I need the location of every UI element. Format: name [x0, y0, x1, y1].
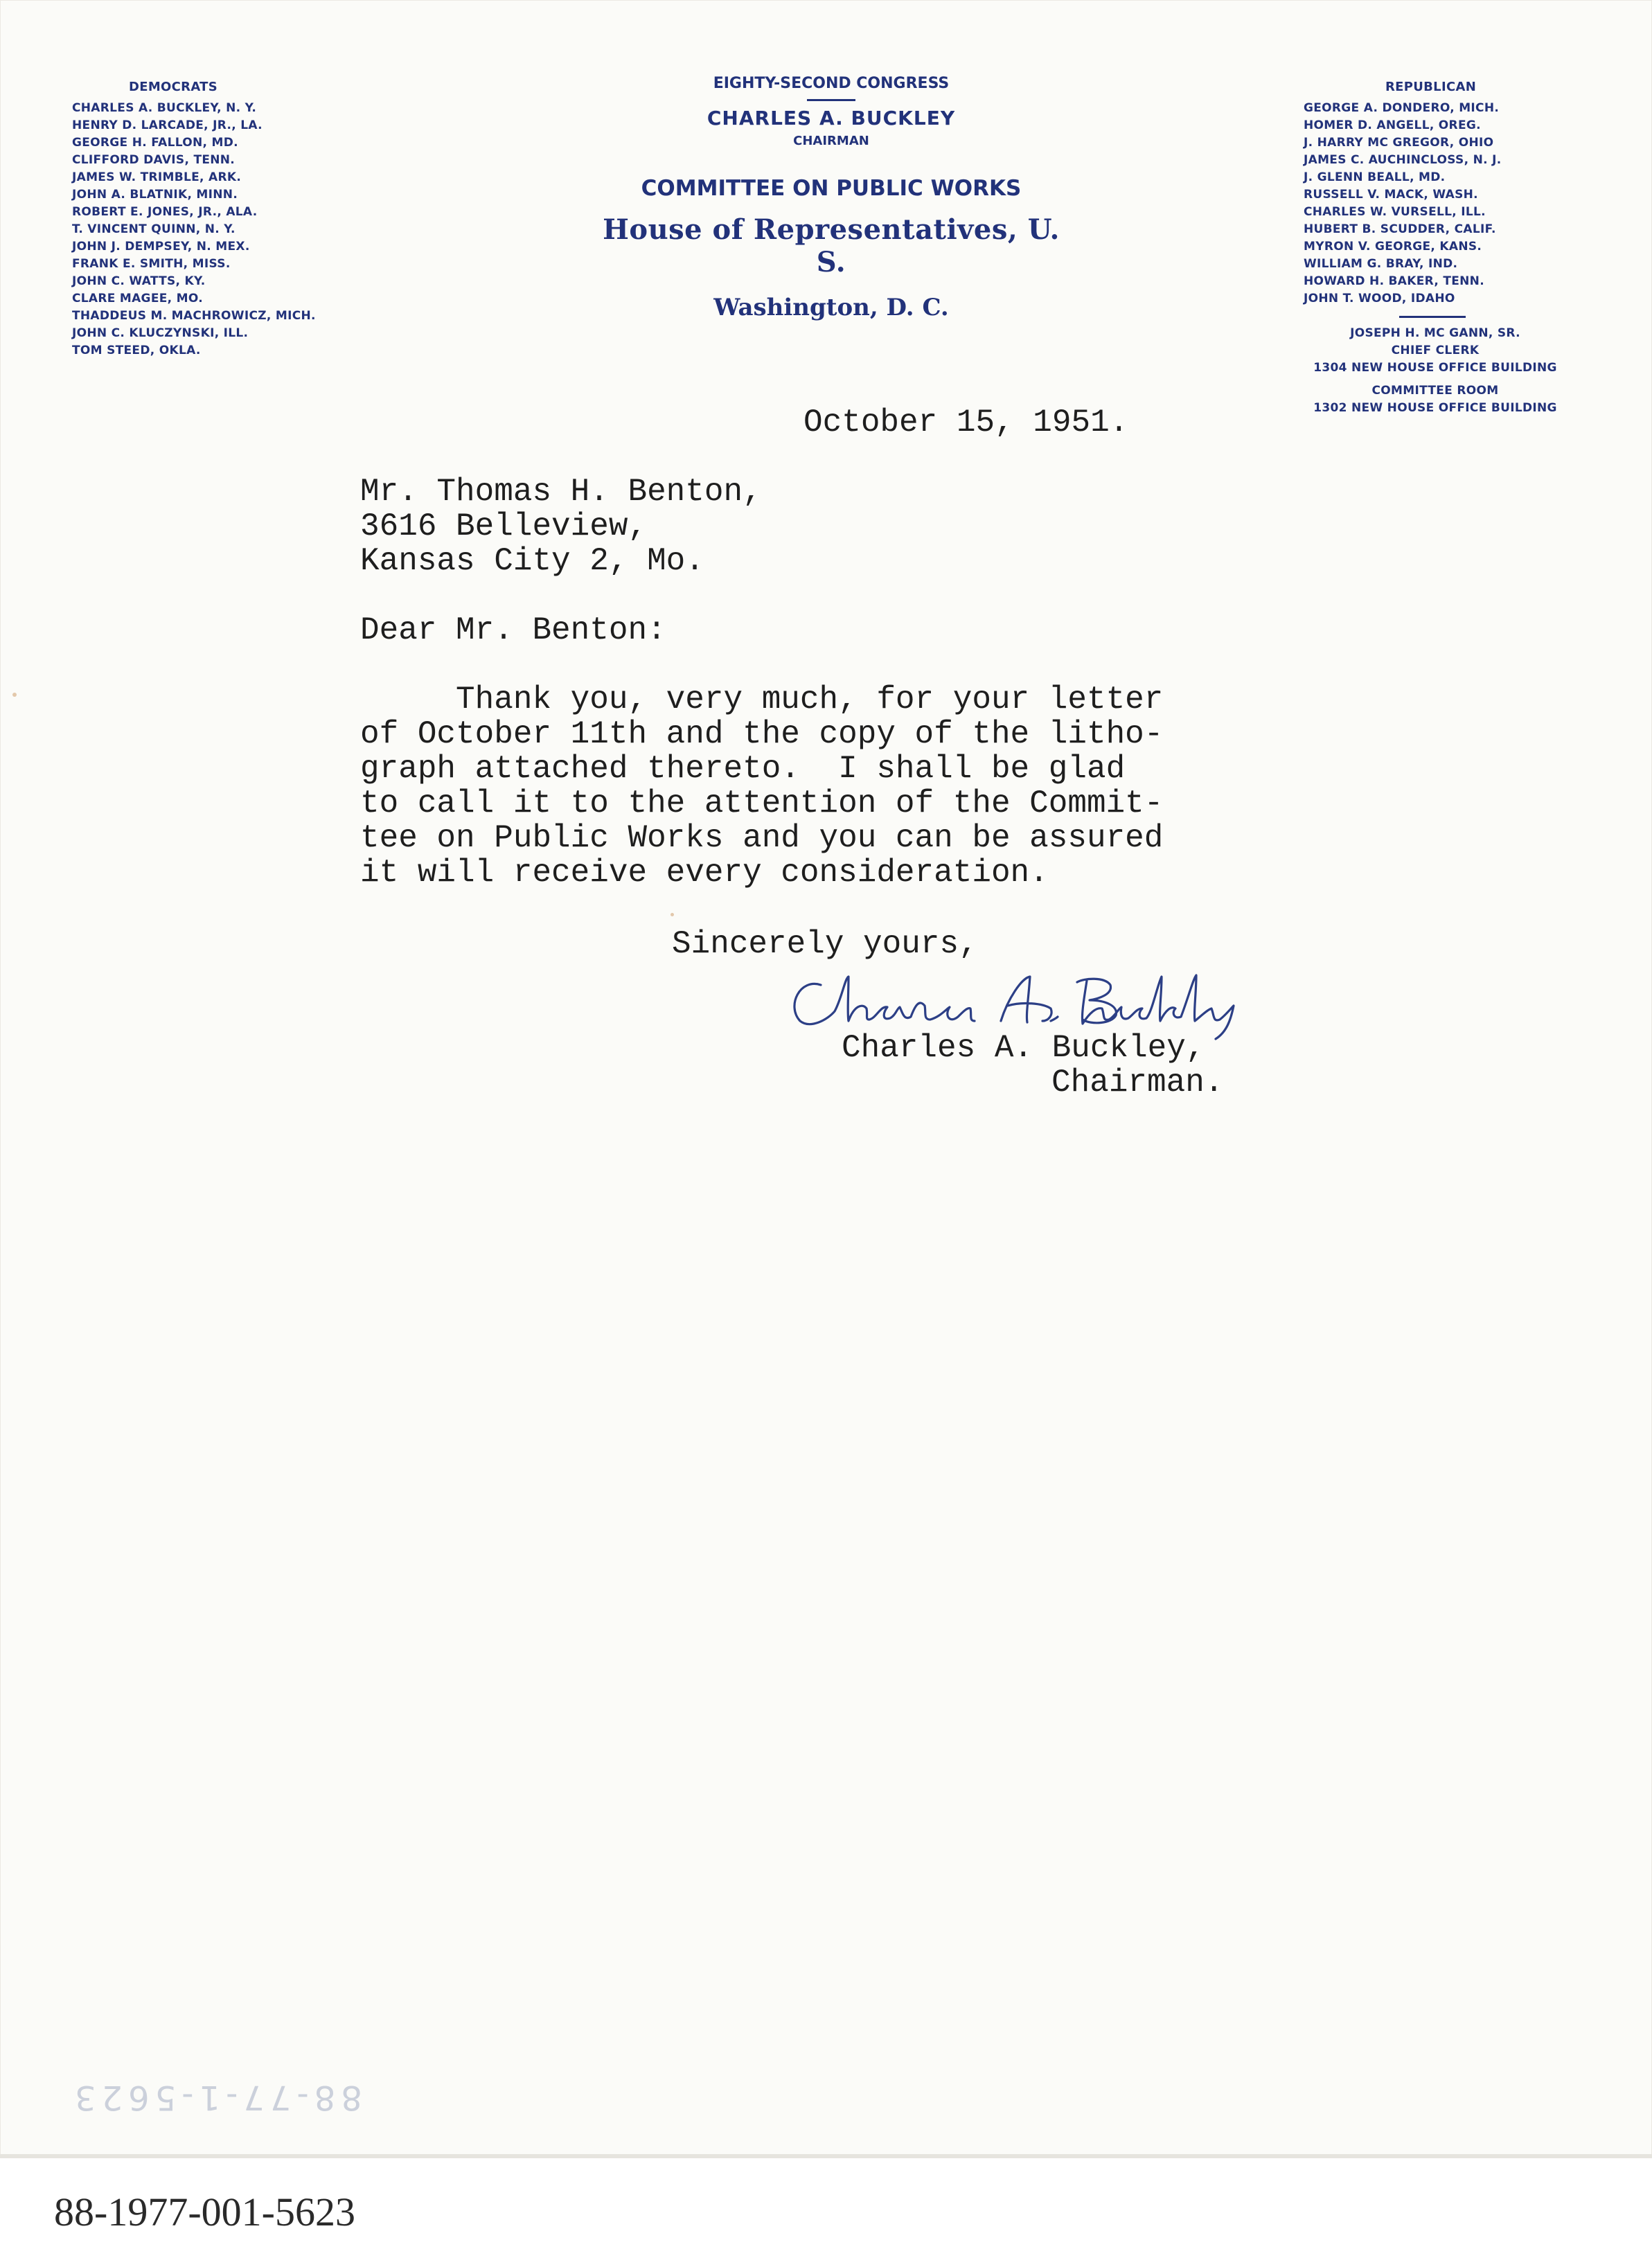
- member-name: T. VINCENT QUINN, N. Y.: [72, 222, 236, 236]
- address-line: Mr. Thomas H. Benton,: [360, 474, 762, 510]
- member-name: RUSSELL V. MACK, WASH.: [1304, 188, 1478, 202]
- republicans-heading: REPUBLICAN: [1385, 80, 1477, 94]
- closing: Sincerely yours,: [672, 926, 978, 962]
- paper-edge: [0, 2154, 1652, 2158]
- congress-label: EIGHTY-SECOND CONGRESS: [713, 75, 950, 92]
- member-name: JAMES C. AUCHINCLOSS, N. J.: [1304, 153, 1502, 167]
- democrats-heading: DEMOCRATS: [129, 80, 217, 94]
- salutation: Dear Mr. Benton:: [360, 612, 666, 648]
- pencil-note: 88-77-1-5623: [69, 2078, 362, 2117]
- member-name: GEORGE A. DONDERO, MICH.: [1304, 101, 1500, 115]
- address-line: 3616 Belleview,: [360, 508, 648, 544]
- member-name: JOHN C. KLUCZYNSKI, ILL.: [72, 326, 249, 340]
- chairman-name: CHARLES A. BUCKLEY: [707, 107, 956, 130]
- chairman-title: CHAIRMAN: [793, 134, 869, 148]
- handwritten-signature: [779, 957, 1264, 1040]
- member-name: HUBERT B. SCUDDER, CALIF.: [1304, 222, 1496, 236]
- column-divider: [1399, 316, 1466, 318]
- member-name: ROBERT E. JONES, JR., ALA.: [72, 205, 258, 219]
- body-line: tee on Public Works and you can be assured: [360, 820, 1164, 856]
- body-line: it will receive every consideration.: [360, 855, 1049, 891]
- member-name: THADDEUS M. MACHROWICZ, MICH.: [72, 309, 316, 323]
- republicans-list: [1304, 100, 1567, 308]
- member-name: HOWARD H. BAKER, TENN.: [1304, 274, 1484, 288]
- recipient-address: [360, 474, 762, 578]
- body-line: graph attached thereto. I shall be glad: [360, 751, 1126, 787]
- clerk-office: 1304 NEW HOUSE OFFICE BUILDING: [1313, 361, 1557, 375]
- body-line: Thank you, very much, for your letter: [360, 682, 1164, 718]
- room-office: 1302 NEW HOUSE OFFICE BUILDING: [1313, 401, 1557, 415]
- clerk-name: JOSEPH H. MC GANN, SR.: [1350, 326, 1520, 340]
- member-name: WILLIAM G. BRAY, IND.: [1304, 257, 1458, 271]
- body-line: to call it to the attention of the Commit-: [360, 785, 1164, 821]
- signer-title: Chairman.: [1051, 1065, 1224, 1101]
- clerk-title: CHIEF CLERK: [1391, 344, 1480, 357]
- member-name: JOHN J. DEMPSEY, N. MEX.: [72, 240, 250, 254]
- member-name: MYRON V. GEORGE, KANS.: [1304, 240, 1482, 254]
- democrats-list: [72, 100, 316, 359]
- body-line: of October 11th and the copy of the litho-: [360, 716, 1164, 752]
- member-name: J. GLENN BEALL, MD.: [1304, 170, 1446, 184]
- member-name: CLARE MAGEE, MO.: [72, 292, 203, 305]
- member-name: JOHN T. WOOD, IDAHO: [1304, 292, 1455, 305]
- committee-name: COMMITTEE ON PUBLIC WORKS: [641, 176, 1022, 201]
- house-name: House of Representatives, U. S.: [603, 213, 1060, 278]
- heading-rule: [807, 99, 855, 101]
- address-line: Kansas City 2, Mo.: [360, 543, 704, 579]
- member-name: CLIFFORD DAVIS, TENN.: [72, 153, 236, 167]
- member-name: FRANK E. SMITH, MISS.: [72, 257, 231, 271]
- member-name: GEORGE H. FALLON, MD.: [72, 136, 238, 150]
- member-name: CHARLES A. BUCKLEY, N. Y.: [72, 101, 257, 115]
- room-label: COMMITTEE ROOM: [1371, 384, 1499, 398]
- member-name: JOHN C. WATTS, KY.: [72, 274, 206, 288]
- member-name: TOM STEED, OKLA.: [72, 344, 201, 357]
- chief-clerk-block: [1304, 325, 1567, 417]
- city-name: Washington, D. C.: [713, 294, 949, 321]
- member-name: JOHN A. BLATNIK, MINN.: [72, 188, 238, 202]
- republicans-column: [1304, 78, 1567, 417]
- member-name: CHARLES W. VURSELL, ILL.: [1304, 205, 1486, 219]
- signer-name: Charles A. Buckley,: [842, 1030, 1205, 1066]
- member-name: HOMER D. ANGELL, OREG.: [1304, 118, 1481, 132]
- letterhead-center: [589, 75, 1074, 321]
- member-name: J. HARRY MC GREGOR, OHIO: [1304, 136, 1494, 150]
- letter-body: [360, 682, 1163, 890]
- member-name: HENRY D. LARCADE, JR., LA.: [72, 118, 263, 132]
- paper-speck: [12, 693, 17, 697]
- catalog-number: 88-1977-001-5623: [54, 2189, 355, 2234]
- member-name: JAMES W. TRIMBLE, ARK.: [72, 170, 242, 184]
- paper-speck: [670, 913, 674, 916]
- letter-date: October 15, 1951.: [803, 405, 1129, 441]
- democrats-column: [72, 78, 316, 359]
